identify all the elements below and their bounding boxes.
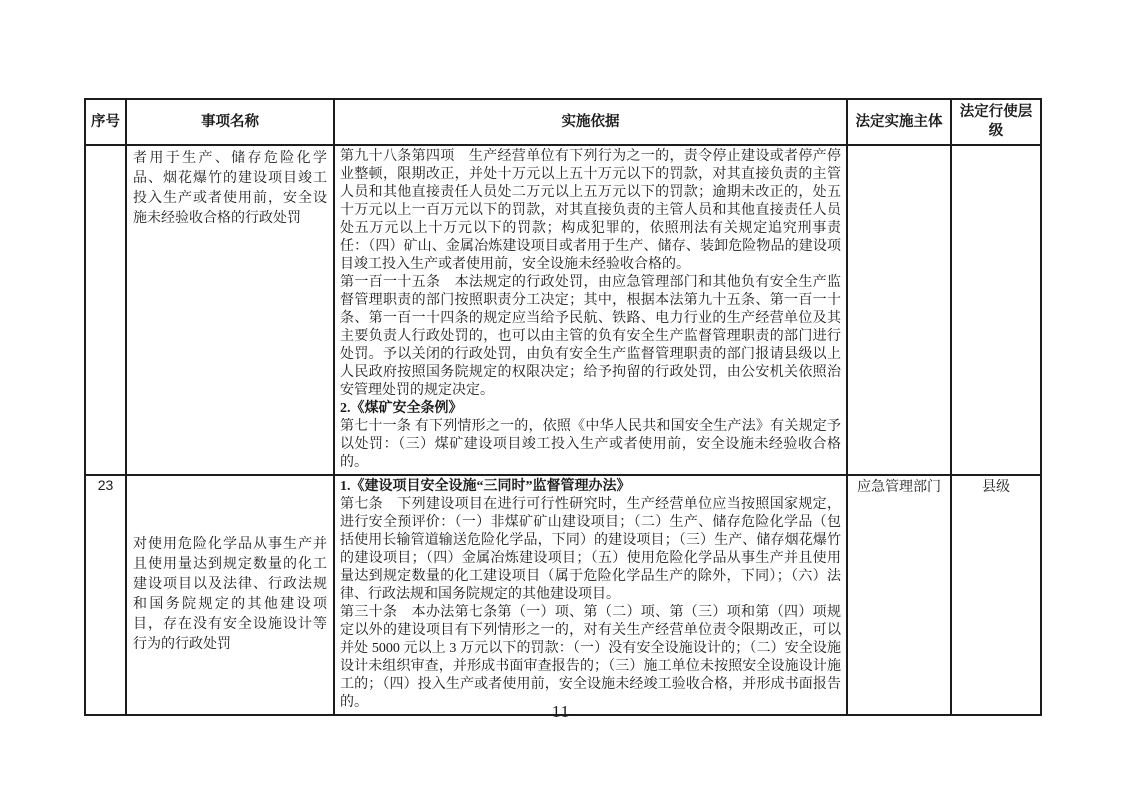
table-row (85, 145, 1041, 475)
header-item-name: 事项名称 (126, 99, 334, 145)
basis-paragraph: 第一百一十五条 本法规定的行政处罚，由应急管理部门和其他负有安全生产监督管理职责的部门按照职责分工决定；其中，根据本法第九十五条、第一百一十条、第一百一十四条的规定应当给予民航、铁路、电力行业的生产经营单位及其主要负责人行政处罚的，也可以由主管的负有安全生产监督管理职责的部门进行处罚。予以关闭的行政处罚，由负有安全生产监督管理职责的部门报请县级以上人民政府按照国务院规定的权限决定；给予拘留的行政处罚，由公安机关依照治安管理处罚的规定决定。 (340, 275, 841, 398)
header-implementation-basis: 实施依据 (334, 99, 847, 145)
header-statutory-authority: 法定实施主体 (847, 99, 951, 145)
basis-paragraph: 第七十一条 有下列情形之一的，依照《中华人民共和国安全生产法》有关规定予以处罚：（三）煤矿建设项目竣工投入生产或者使用前，安全设施未经验收合格的。 (340, 419, 841, 470)
cited-law-title: 2.《煤矿安全条例》 (340, 401, 463, 416)
exercise-level-cell (951, 145, 1041, 475)
item-name-cell: 者用于生产、储存危险化学品、烟花爆竹的建设项目竣工投入生产或者使用前，安全设施未经验收合格的行政处罚 (126, 145, 334, 475)
table-row (85, 475, 1041, 715)
page-number: 11 (551, 702, 571, 721)
penalty-items-table (84, 98, 1042, 716)
implementation-basis-cell (334, 145, 847, 475)
table-header-row (85, 99, 1041, 145)
basis-paragraph: 第七条 下列建设项目在进行可行性研究时，生产经营单位应当按照国家规定，进行安全预评价：（一）非煤矿矿山建设项目；（二）生产、储存危险化学品（包括使用长输管道输送危险化学品，下同）的建设项目；（三）生产、储存烟花爆竹的建设项目；（四）金属冶炼建设项目；（五）使用危险化学品从事生产并且使用量达到规定数量的化工建设项目（属于危险化学品生产的除外，下同）；（六）法律、行政法规和国务院规定的其他建设项目。 (340, 497, 841, 602)
item-name-cell: 对使用危险化学品从事生产并且使用量达到规定数量的化工建设项目以及法律、行政法规和国务院规定的其他建设项目，存在没有安全设施设计等行为的行政处罚 (126, 475, 334, 715)
exercise-level-cell: 县级 (951, 475, 1041, 715)
seq-cell (85, 145, 126, 475)
header-seq: 序号 (85, 99, 126, 145)
statutory-authority-cell (847, 145, 951, 475)
implementation-basis-cell (334, 475, 847, 715)
header-exercise-level: 法定行使层级 (951, 99, 1041, 145)
statutory-authority-cell: 应急管理部门 (847, 475, 951, 715)
basis-paragraph: 第三十条 本办法第七条第（一）项、第（二）项、第（三）项和第（四）项规定以外的建设项目有下列情形之一的，对有关生产经营单位责令限期改正，可以并处 5000 元以上 3 万元以下的罚款：（一）没有安全设施设计的；（二）安全设施设计未组织审查，并形成书面审查报告的；（三）施工单位未按照安全设施设计施工的；（四）投入生产或者使用前，安全设施未经竣工验收合格，并形成书面报告的。 (340, 605, 841, 710)
basis-paragraph: 第九十八条第四项 生产经营单位有下列行为之一的，责令停止建设或者停产停业整顿，限期改正，并处十万元以上五十万元以下的罚款，对其直接负责的主管人员和其他直接责任人员处二万元以上五万元以下的罚款；逾期未改正的，处五十万元以上一百万元以下的罚款，对其直接负责的主管人员和其他直接责任人员处五万元以上十万元以下的罚款；构成犯罪的，依照刑法有关规定追究刑事责任：（四）矿山、金属冶炼建设项目或者用于生产、储存、装卸危险物品的建设项目竣工投入生产或者使用前，安全设施未经验收合格的。 (340, 149, 841, 272)
seq-cell: 23 (85, 475, 126, 715)
cited-law-title: 1.《建设项目安全设施“三同时”监督管理办法》 (340, 479, 631, 494)
